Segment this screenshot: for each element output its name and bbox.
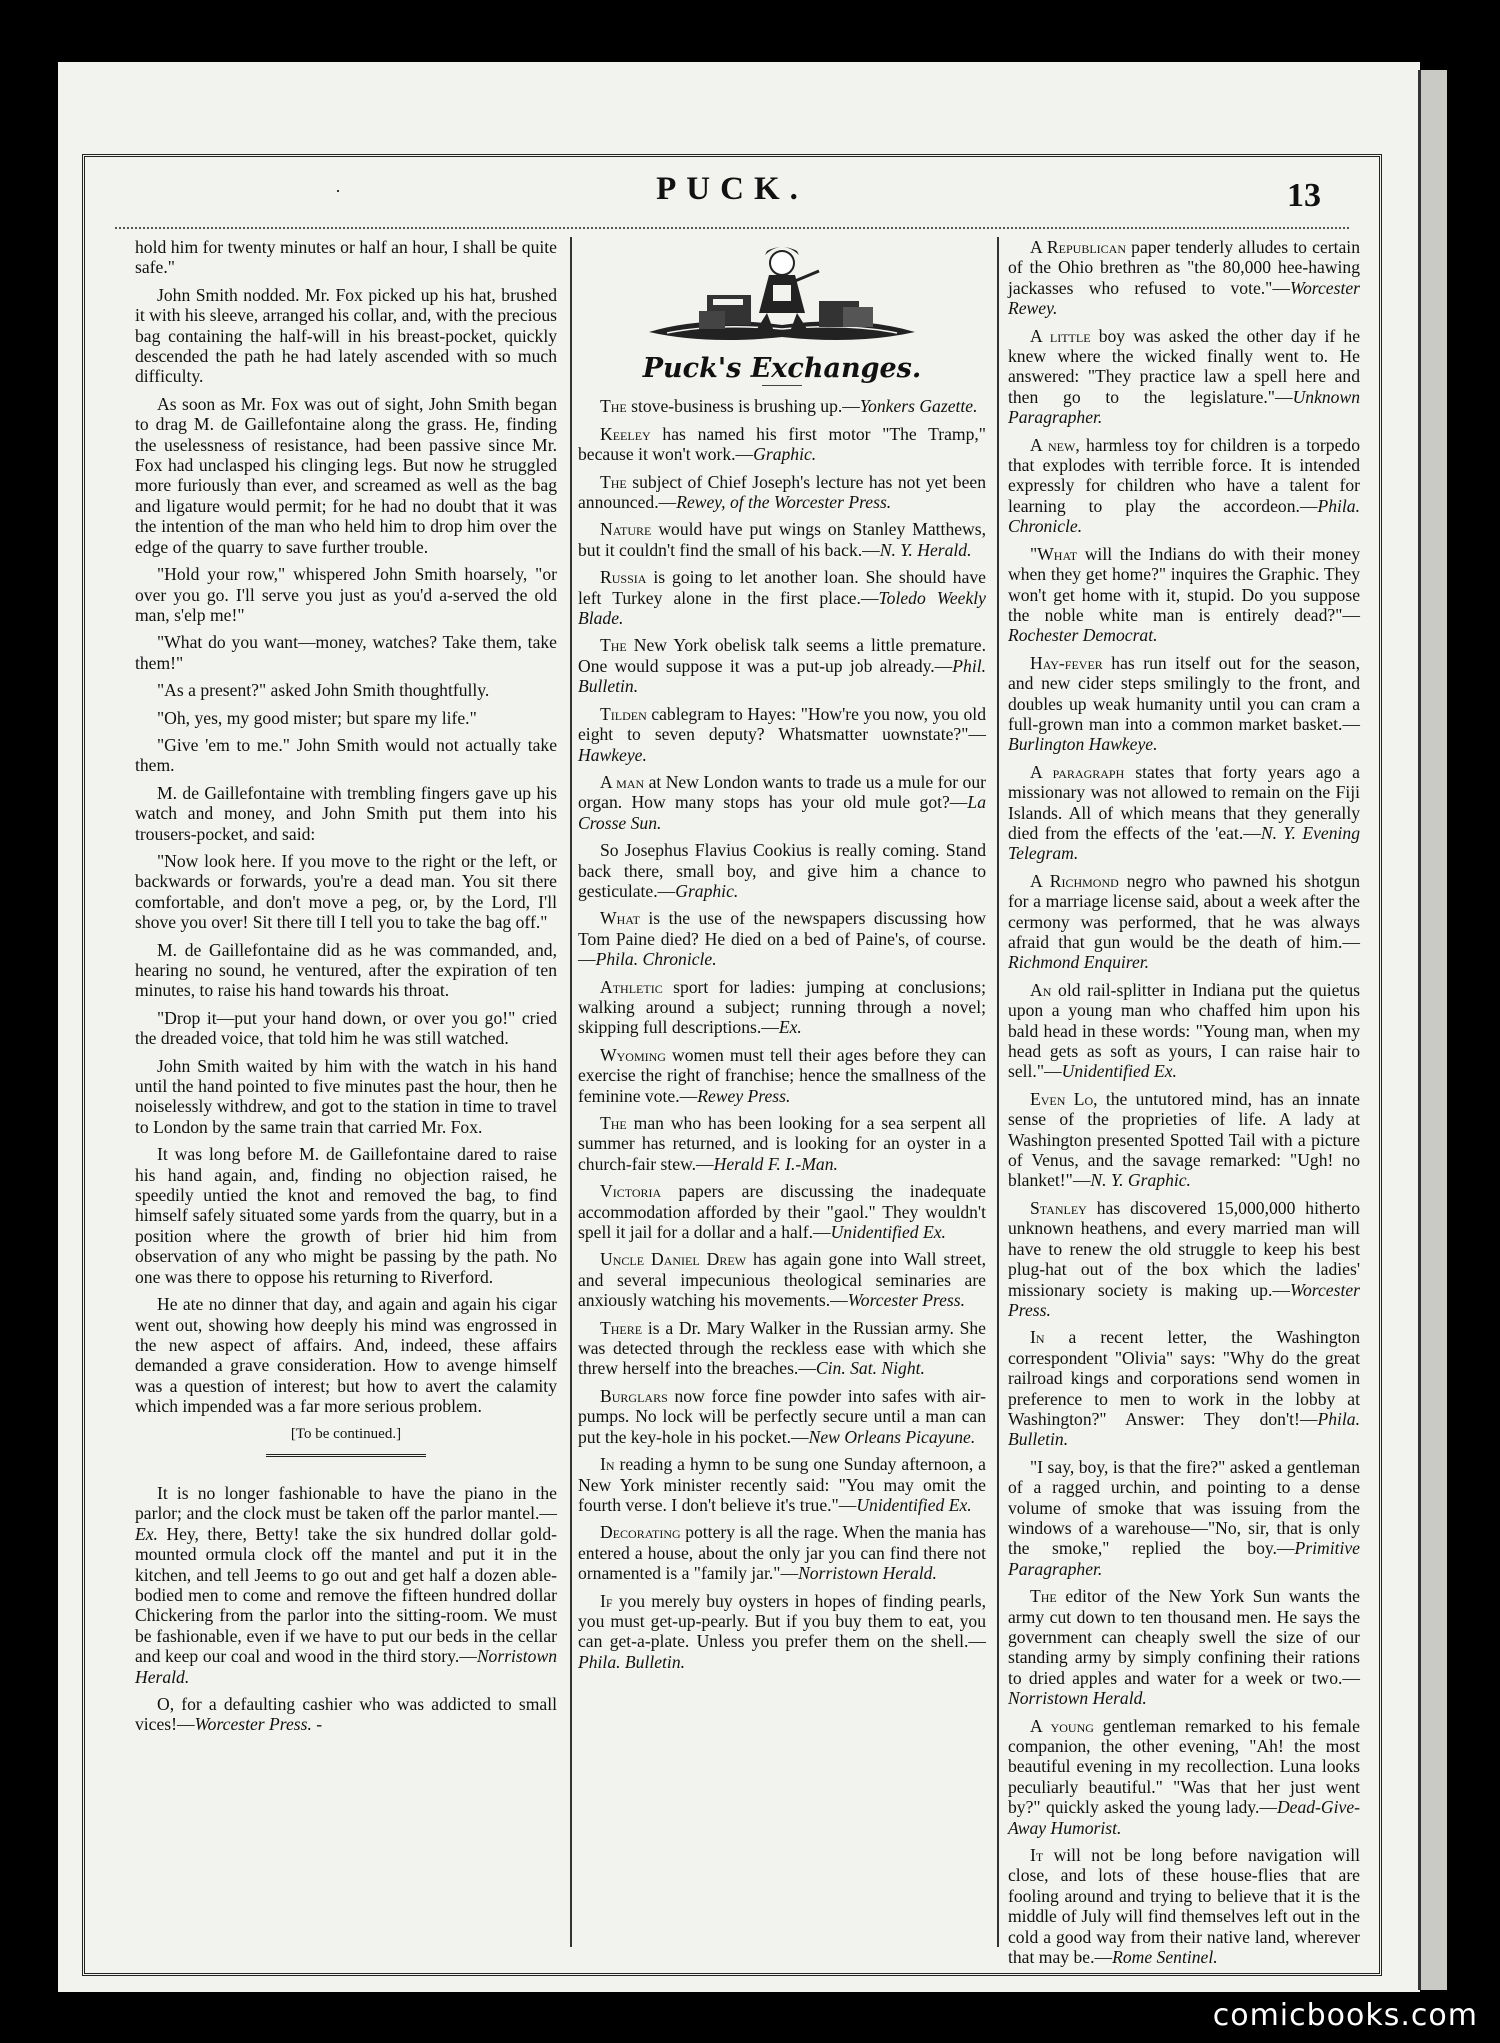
item-source: Unidentified Ex.	[830, 1222, 946, 1243]
item-text: will not be long before navigation will close, and lots of these house-flies that are fooling around and trying to believe that it is the middle of July will find themselves left out in the cold a good way from their native land, wherever that may be.—	[1008, 1845, 1360, 1968]
exchange-item	[1008, 1586, 1360, 1708]
exchanges-heading: Puck's Exchanges.	[642, 353, 922, 384]
item-source: Dead-Give-Away Humorist.	[1008, 1797, 1360, 1838]
item-text: So Josephus Flavius Cookius is really coming. Stand back there, small boy, and give him a chance to gesticulate.—	[578, 840, 986, 901]
exchange-item	[1008, 980, 1360, 1082]
item-lead: A man	[600, 771, 645, 792]
item-source: N. Y. Graphic.	[1090, 1170, 1191, 1191]
story-paragraph: He ate no dinner that day, and again and again his cigar went out, showing how deeply his mind was engrossed in the new aspect of affairs. And, indeed, these affairs demanded a grave consideration. How to avenge himself was a question of interest; but how to avert the calamity which impended was a far more serious problem.	[135, 1294, 557, 1417]
item-text: New York obelisk talk seems a little premature. One would suppose it was a put-up job already.—	[578, 635, 986, 676]
item-source: Graphic.	[675, 880, 739, 901]
item-lead: In	[1030, 1327, 1045, 1348]
story-paragraph: "Give 'em to me." John Smith would not actually take them.	[135, 734, 557, 776]
item-text: has again gone into Wall street, and several impecunious theological seminaries are anxiously watching his movements.—	[578, 1249, 986, 1311]
story-paragraph: John Smith nodded. Mr. Fox picked up his hat, brushed it with his sleeve, arranged his collar, and, with the precious bag containing the half-will in his breast-pocket, quickly descended the path he had lately ascended with so much difficulty.	[135, 284, 557, 387]
item-lead: Wyoming	[600, 1044, 666, 1065]
item-text: cablegram to Hayes: "How're you now, you old eight to seven deputy? Whatsmatter uownstate?"—	[578, 703, 986, 745]
exchange-item	[578, 519, 986, 560]
item-text: harmless toy for children is a torpedo that explodes with terrible force. It is intended expressly for children who have a talent for learning to play the accordeon.—	[1008, 434, 1360, 516]
item-text-tail: Hey, there, Betty! take the six hundred dollar gold-mounted ormula clock off the mantel and put it in the kitchen, and tell Jeems to go out and get half a dozen able-bodied men to come and remove the fifteen hundred dollar Chickering from the parlor into the sitting-room. We must be fashionable, even if we have to put our beds in the cellar and keep our coal and wood in the third story.—	[135, 1523, 557, 1667]
item-lead: The	[600, 635, 627, 656]
exchange-item	[1008, 1327, 1360, 1449]
short-item	[135, 1483, 557, 1687]
exchange-item	[578, 1386, 986, 1447]
exchange-item	[578, 1454, 986, 1515]
item-lead: Burglars	[600, 1385, 668, 1406]
item-text: stove-business is brushing up.—	[626, 396, 860, 417]
item-lead: In	[600, 1454, 615, 1475]
item-source: Worcester Press.	[847, 1290, 966, 1311]
story-paragraph: As soon as Mr. Fox was out of sight, John Smith began to drag M. de Gaillefontaine along the grass. He, finding the uselessness of resistance, had been passive since Mr. Fox had unclasped his clinging legs. But now he struggled more furiously than ever, and screamed as well as the bag and ligature would permit; for he had no doubt that it was the intention of the man who held him to drop him over the edge of the quarry to save further trouble.	[135, 393, 557, 557]
item-source: Yonkers Gazette.	[859, 396, 978, 417]
story-paragraph: "As a present?" asked John Smith thoughtfully.	[157, 680, 490, 701]
item-source: Toledo Weekly Blade.	[578, 587, 986, 629]
story-paragraph: "What do you want—money, watches? Take them, take them!"	[135, 632, 557, 673]
puck-exchanges-illustration	[647, 237, 917, 355]
item-source: Burlington Hawkeye.	[1008, 734, 1158, 755]
item-text: would have put wings on Stanley Matthews, but it couldn't find the small of his back.—	[578, 519, 986, 560]
book-binding-edge	[1418, 70, 1447, 1990]
item-text: has run itself out for the season, and new cider steps smilingly to the front, and doubles up weak humanity until you can cram a full-grown man into a common market basket.—	[1008, 652, 1360, 734]
exchange-item	[578, 424, 986, 465]
exchange-item	[1008, 326, 1360, 428]
page-number: 13	[1287, 177, 1321, 214]
item-lead: The	[600, 396, 627, 417]
exchange-item	[578, 1522, 986, 1583]
watermark: comicbooks.com	[1212, 1998, 1478, 2033]
section-divider	[266, 1454, 426, 1457]
item-source: Unidentified Ex.	[1061, 1061, 1177, 1082]
item-source: Primitive Paragrapher.	[1008, 1538, 1360, 1579]
page-sheet	[58, 62, 1420, 1992]
item-text: states that forty years ago a missionary was not allowed to remain on the Fiji Islands. All of which means that they generally died from the effects of the 'eat.—	[1008, 761, 1360, 843]
item-text: is a Dr. Mary Walker in the Russian army. She was detected through the reckless ease with which she threw herself into the breaches.—	[578, 1317, 986, 1379]
column-serial-story	[135, 237, 557, 1947]
exchange-item	[578, 635, 986, 696]
exchange-item	[578, 772, 986, 833]
item-text: has named his first motor "The Tramp," because it won't work.—	[578, 423, 986, 465]
item-lead: Decorating	[600, 1522, 681, 1543]
masthead-rule	[115, 227, 1349, 229]
exchange-item	[1008, 1089, 1360, 1191]
column-rule	[570, 237, 572, 1947]
item-text: negro who pawned his shotgun for a marriage license said, about a week after the cermony was performed, that he was always afraid that gun would be the death of him.—	[1008, 870, 1360, 952]
exchange-item	[1008, 237, 1360, 319]
exchange-item	[578, 908, 986, 969]
item-lead: Uncle Daniel Drew	[600, 1249, 747, 1270]
item-lead: If	[600, 1590, 613, 1611]
item-lead: A paragraph	[1030, 761, 1125, 782]
item-text: O, for a defaulting cashier who was addicted to small vices!—	[135, 1694, 557, 1735]
column-exchanges-continued	[1008, 237, 1360, 1968]
exchange-item	[578, 567, 986, 628]
story-paragraph: "Drop it—put your hand down, or over you go!" cried the dreaded voice, that told him he was still watched.	[135, 1007, 557, 1049]
item-lead: Hay-fever	[1030, 652, 1103, 673]
item-lead: Nature	[600, 519, 652, 540]
exchange-item	[578, 472, 986, 513]
exchange-item	[1008, 653, 1360, 755]
item-lead: A Richmond	[1030, 870, 1119, 891]
item-text: papers are discussing the inadequate accommodation afforded by their "gaol." They wouldn't spell it jail for a dollar and a half.—	[578, 1181, 986, 1243]
item-text: subject of Chief Joseph's lecture has not yet been announced.—	[578, 471, 986, 513]
to-be-continued: [To be continued.]	[290, 1425, 402, 1442]
item-text: the untutored mind, has an innate sense of the proprieties of life. A lady at Washington presented Spotted Tail with a picture of Venus, and the savage remarked: "Ugh! no blanket!"—	[1008, 1088, 1360, 1191]
item-lead: The	[600, 471, 627, 492]
item-source: Phila. Bulletin.	[578, 1651, 686, 1672]
item-lead: Victoria	[600, 1181, 662, 1202]
item-text: paper tenderly alludes to certain of the Ohio brethren as "the 80,000 hee-hawing jackasses who refused to vote."—	[1008, 237, 1360, 298]
item-lead: There	[600, 1317, 643, 1338]
exchange-item	[578, 396, 986, 416]
item-source: Worcester Press.	[1008, 1279, 1360, 1320]
item-source: Graphic.	[753, 444, 817, 465]
story-paragraph: "Now look here. If you move to the right or the left, or backwards or forwards, you're a dead man. You sit there comfortable, and don't move a peg, or, by the Lord, I'll shove you over! Sit there till I tell you to take the bag off."	[135, 850, 557, 933]
exchange-items	[1008, 237, 1360, 1968]
story-paragraph: John Smith waited by him with the watch in his hand until the hand pointed to five minutes past the hour, then he noiselessly withdrew, and got to the station in time to travel to London by the same train that carried Mr. Fox.	[135, 1055, 557, 1137]
item-source: Phil. Bulletin.	[578, 655, 986, 697]
item-source: Herald F. I.-Man.	[713, 1153, 838, 1174]
column-rule	[997, 237, 999, 1947]
item-lead: What	[600, 908, 640, 929]
exchange-item	[1008, 871, 1360, 973]
item-text: you merely buy oysters in hopes of finding pearls, you must get-up-pearly. But if you buy them to eat, you can get-a-plate. Unless you prefer them on the shell.—	[578, 1590, 986, 1652]
item-lead: "What	[1030, 543, 1078, 564]
item-text: "I say, boy, is that the fire?" asked a gentleman of a ragged urchin, and pointing to a dense volume of smoke that was issuing from the windows of a warehouse—"No, sir, that is only the smoke," replied the boy.—	[1008, 1456, 1360, 1559]
item-lead: The	[1030, 1586, 1057, 1607]
item-text: sport for ladies: jumping at conclusions; walking around a subject; running through a novel; skipping full descriptions.—	[578, 976, 986, 1038]
item-source: N. Y. Herald.	[879, 539, 972, 560]
item-source: Norristown Herald.	[798, 1563, 937, 1584]
item-source: Hawkeye.	[578, 744, 647, 765]
item-text: is the use of the newspapers discussing how Tom Paine died? He died on a bed of Paine's, of course.—	[578, 908, 986, 970]
item-source: Phila. Chronicle.	[1008, 495, 1360, 537]
item-source: Rochester Democrat.	[1008, 625, 1158, 646]
exchange-item	[578, 1318, 986, 1379]
exchange-item	[1008, 435, 1360, 537]
page-frame	[82, 154, 1382, 1976]
story-paragraph: M. de Gaillefontaine with trembling fingers gave up his watch and money, and John Smith put them into his trousers-pocket, and said:	[135, 782, 557, 844]
item-lead: Even Lo,	[1030, 1088, 1098, 1109]
story-paragraph: hold him for twenty minutes or half an hour, I shall be quite safe."	[135, 237, 557, 278]
item-lead: A little	[1030, 325, 1091, 346]
exchange-items	[578, 396, 986, 1672]
item-source: Cin. Sat. Night.	[815, 1358, 925, 1379]
item-text: is going to let another loan. She should have left Turkey alone in the first place.—	[578, 567, 986, 608]
masthead	[85, 163, 1379, 213]
item-text: editor of the New York Sun wants the army cut down to ten thousand men. He says the government can cheaply swell the size of our standing army by simply confining their rations to dried apples and water for a week or two.—	[1008, 1586, 1360, 1688]
exchange-item	[1008, 1845, 1360, 1967]
item-source: Rewey Press.	[697, 1085, 791, 1106]
item-text: pottery is all the rage. When the mania has entered a house, about the only jar you can find there not ornamented is a "family jar."—	[578, 1522, 986, 1584]
item-text: women must tell their ages before they can exercise the right of franchise; hence the smallness of the feminine vote.—	[578, 1044, 986, 1106]
item-text: reading a hymn to be sung one Sunday afternoon, a New York minister recently said: "You may omit the fourth verse. I don't believe it's true."—	[578, 1454, 986, 1515]
item-source: Phila. Bulletin.	[1008, 1408, 1360, 1450]
exchange-item	[578, 1591, 986, 1673]
exchange-item	[1008, 1198, 1360, 1320]
item-source: Ex.	[778, 1017, 802, 1038]
story-paragraph: "Oh, yes, my good mister; but spare my life."	[157, 707, 477, 728]
item-lead: Russia	[600, 567, 647, 588]
heading-rule	[762, 385, 802, 386]
item-text: now force fine powder into safes with air-pumps. No lock will be perfectly secure until a man can put the key-hole in his pocket.—	[578, 1385, 986, 1447]
story-paragraphs	[135, 237, 557, 1417]
short-items	[135, 1483, 557, 1735]
exchange-item	[578, 1181, 986, 1242]
item-source: Rome Sentinel.	[1112, 1947, 1218, 1968]
exchange-item	[1008, 544, 1360, 646]
exchange-item	[1008, 1716, 1360, 1838]
exchange-item	[578, 977, 986, 1038]
exchange-item	[578, 1249, 986, 1310]
exchange-item	[578, 704, 986, 765]
item-source: Ex.	[135, 1523, 158, 1544]
item-source: Richmond Enquirer.	[1008, 952, 1150, 973]
item-lead: Keeley	[600, 423, 651, 444]
item-text: boy was asked the other day if he knew where the wicked finally went to. He answered: "They practice law a spell here and then go to the legislature."—	[1008, 325, 1360, 407]
item-source: Worcester Rewey.	[1008, 277, 1360, 319]
masthead-dot: ·	[335, 181, 341, 201]
exchange-item	[1008, 762, 1360, 864]
item-text: at New London wants to trade us a mule for our organ. How many stops has your old mule got?—	[578, 771, 986, 813]
item-lead: The	[600, 1113, 627, 1133]
item-source: Unknown Paragrapher.	[1008, 386, 1360, 428]
item-lead: Stanley	[1030, 1197, 1087, 1218]
item-source: New Orleans Picayune.	[808, 1426, 976, 1447]
item-lead: Tilden	[600, 703, 647, 724]
item-source: Rewey, of the Worcester Press.	[676, 492, 892, 513]
story-paragraph: "Hold your row," whispered John Smith hoarsely, "or over you go. I'll serve you just as you'd a-served the old man, s'elp me!"	[135, 564, 557, 625]
item-lead: A Republican	[1030, 237, 1126, 257]
item-text: a recent letter, the Washington correspondent "Olivia" says: "Why do the great railroad kings and corporations send women in preference to men to work in the lobby at Washington?" Answer: They don't!—	[1008, 1327, 1360, 1429]
exchange-item	[578, 1045, 986, 1106]
item-source: Norristown Herald.	[1008, 1688, 1147, 1709]
item-text: It is no longer fashionable to have the piano in the parlor; and the clock must be taken off the parlor mantel.—	[135, 1482, 557, 1524]
masthead-title: PUCK.	[656, 171, 808, 207]
item-source: Phila. Chronicle.	[595, 949, 717, 970]
item-text: man who has been looking for a sea serpent all summer has returned, and is looking for an oyster in a church-fair stew.—	[578, 1113, 986, 1174]
item-text-tail: -	[311, 1714, 323, 1735]
column-exchanges	[578, 237, 986, 1947]
item-lead: An	[1030, 979, 1052, 1000]
item-text: will the Indians do with their money when they get home?" inquires the Graphic. They won't get home with it, stupid. Do you suppose the noble white man is entirely dead?"—	[1008, 543, 1360, 625]
item-source: Norristown Herald.	[135, 1646, 557, 1687]
item-text: gentleman remarked to his female companion, the other evening, "Ah! the most beautiful evening in my recollection. Luna looks peculiarly beautiful." "Was that her just went by?" quickly asked the young lady.—	[1008, 1715, 1360, 1818]
story-paragraph: It was long before M. de Gaillefontaine dared to raise his hand again, and, finding no objection raised, he speedily untied the knot and removed the bag, to find himself safely situated some yards from the quarry, but in a position where the growth of brier hid him from observation of any who might be passing by the path. No one was there to oppose his returning to Riverford.	[135, 1144, 557, 1287]
exchange-item	[1008, 1457, 1360, 1579]
exchange-item	[578, 1113, 986, 1174]
item-lead: A young	[1030, 1715, 1094, 1736]
item-text: old rail-splitter in Indiana put the quietus upon a young man who chaffed him upon his bald head in these words: "Young man, when my head gets as soft as yours, I can raise hair to sell."—	[1008, 979, 1360, 1082]
item-source: La Crosse Sun.	[578, 792, 986, 833]
item-source: Worcester Press.	[194, 1714, 312, 1735]
story-paragraph: M. de Gaillefontaine did as he was commanded, and, hearing no sound, he ventured, after the expiration of ten minutes, to raise his hand towards his throat.	[135, 939, 557, 1001]
short-item	[135, 1694, 557, 1735]
item-source: Unidentified Ex.	[856, 1494, 972, 1515]
exchange-item	[578, 840, 986, 901]
item-lead: A new,	[1030, 434, 1080, 455]
item-source: N. Y. Evening Telegram.	[1008, 822, 1360, 864]
item-text: has discovered 15,000,000 hitherto unknown heathens, and every married man will have to renew the old struggle to keep his best plug-hat out of the box which the ladies' missionary society is making up.—	[1008, 1197, 1360, 1300]
item-lead: Athletic	[600, 976, 663, 997]
item-lead: It	[1030, 1845, 1044, 1866]
